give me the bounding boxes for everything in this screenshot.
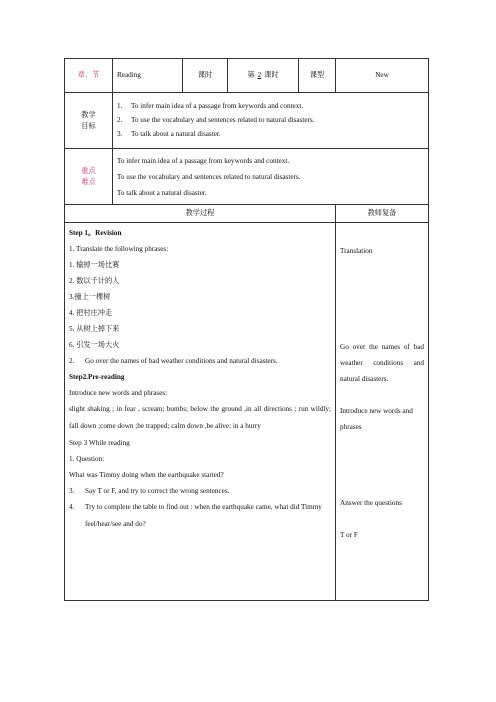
key-points-row [65, 149, 429, 205]
phrase-item: 3.撞上一棵树 [69, 293, 111, 301]
header-row [65, 59, 429, 93]
type-label: 课型 [299, 59, 336, 93]
key-points-label [65, 149, 113, 205]
go-over-item: 2. Go over the names of bad weather conditions and natural disasters. [69, 357, 278, 365]
words-text: slight shaking ; in fear , scream; bombs; below the ground ,in all directions ; run wildly; fall down ;come down ;be trapped; calm down ,be alive; in a hurry [69, 405, 331, 430]
prep-answer: Answer the questions [340, 499, 402, 507]
question-text: What was Timmy doing when the earthquake started? [69, 471, 224, 479]
item4: 4. Try to complete the table to find out : when the earthquake came, what did Timmy feel/hear/see and do? [69, 503, 322, 528]
process-header: 教学过程 [65, 205, 336, 223]
process-content [65, 223, 336, 601]
period-prefix: 第 [247, 71, 255, 79]
chapter-value: Reading [113, 59, 183, 93]
step1-title: Step 1。Revision [69, 229, 122, 237]
phrase-item: 6. 引发一场大火 [69, 341, 120, 349]
type-value: New [336, 59, 429, 93]
goals-list [113, 93, 428, 143]
question-label: 1. Question: [69, 455, 105, 463]
period-value [228, 59, 299, 93]
goals-label-line1: 教学 [81, 110, 96, 119]
goals-label-line2: 目标 [81, 121, 96, 130]
prep-introduce: Introduce new words and phrases [340, 407, 413, 431]
goals-row [65, 93, 429, 149]
lesson-plan-sheet [64, 58, 428, 601]
phrase-item: 5. 从树上掉下来 [69, 325, 120, 333]
prep-header: 教师复备 [336, 205, 429, 223]
period-label: 课时 [183, 59, 228, 93]
intro-words: Introduce new words and phrases: [69, 389, 168, 397]
section-header-row [65, 205, 429, 223]
step2-title: Step2.Pre-reading [69, 373, 125, 381]
phrase-item: 1. 输掉一场比赛 [69, 261, 120, 269]
phrase-item: 4. 把村庄冲走 [69, 309, 113, 317]
goal-item: 2. To use the vocabulary and sentences related to natural disasters. [117, 116, 315, 124]
lesson-plan-table [64, 58, 429, 601]
key-points-label-line1: 重点 [81, 166, 96, 175]
key-points-label-line2: 难点 [81, 177, 96, 186]
translate-intro: 1. Translate the following phrases: [69, 245, 169, 253]
goals-content [113, 93, 429, 149]
goal-item: 1. To infer main idea of a passage from keywords and context. [117, 102, 304, 110]
goals-label [65, 93, 113, 149]
key-point-line: To talk about a natural disaster. [117, 189, 207, 197]
prep-tf: T or F [340, 531, 358, 539]
prep-go-over: Go over the names of bad weather conditions and natural disasters. [340, 343, 424, 383]
prep-translation: Translation [340, 247, 373, 255]
key-points-content [113, 149, 429, 205]
step3-title: Step 3 While reading [69, 439, 130, 447]
chapter-label: 章、节 [65, 59, 113, 93]
key-point-line: To infer main idea of a passage from keywords and context. [117, 157, 290, 165]
item3: 3. Say T or F, and try to correct the wrong sentences. [69, 487, 230, 495]
period-number: 2 [257, 71, 262, 79]
period-suffix: 课时 [264, 71, 279, 79]
prep-content [336, 223, 429, 601]
goal-item: 3. To talk about a natural disaster. [117, 130, 221, 138]
key-point-line: To use the vocabulary and sentences related to natural disasters. [117, 173, 301, 181]
process-row [65, 223, 429, 601]
phrase-item: 2. 数以千计的人 [69, 277, 120, 285]
